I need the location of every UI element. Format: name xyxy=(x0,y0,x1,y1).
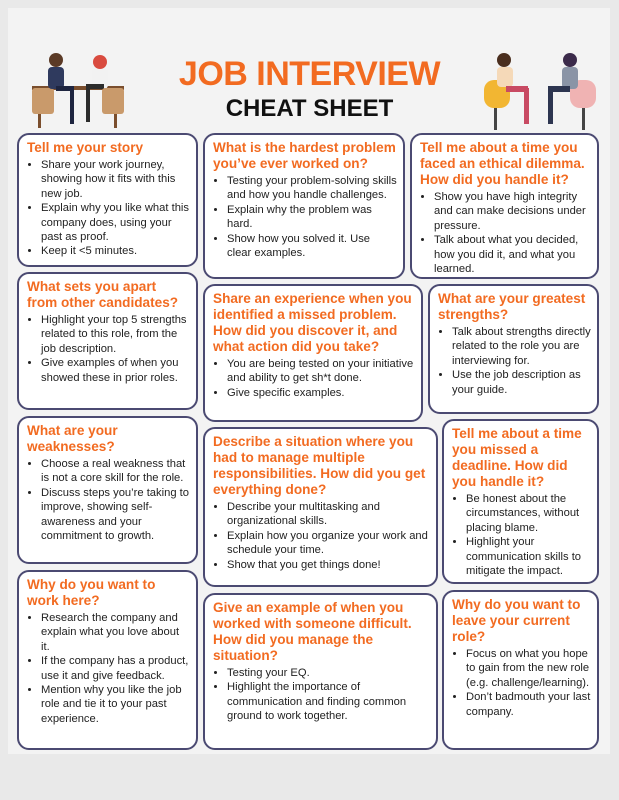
card-title: Describe a situation where you had to manage multiple responsibilities. How did you get everything done? xyxy=(213,434,426,497)
list-item: • Show how you solved it. Use clear examples. xyxy=(227,232,397,261)
list-item: • Explain why the problem was hard. xyxy=(227,203,397,232)
list-item: • Give examples of when you showed these in prior roles. xyxy=(41,356,190,385)
card-sets-you-apart xyxy=(17,272,198,410)
list-item: • Give specific examples. xyxy=(227,386,415,400)
card-multiple-responsibilities xyxy=(203,427,438,587)
list-item: • Highlight your communication skills to mitigate the impact. xyxy=(466,535,591,578)
list-item: • Describe your multitasking and organizational skills. xyxy=(227,500,430,529)
page-title: JOB INTERVIEW xyxy=(178,55,441,93)
list-item: • Talk about what you decided, how you did it, and what you learned. xyxy=(434,233,591,276)
card-title: What sets you apart from other candidates? xyxy=(27,279,179,310)
card-why-work-here xyxy=(17,570,198,750)
list-item: • Be honest about the circumstances, without placing blame. xyxy=(466,492,591,535)
card-ethical-dilemma xyxy=(410,133,599,279)
list-item: • Testing your EQ. xyxy=(227,666,430,680)
card-title: Tell me your story xyxy=(27,140,144,155)
card-hardest-problem xyxy=(203,133,405,279)
card-title: Why do you want to leave your current role? xyxy=(452,597,581,644)
card-title: What is the hardest problem you’ve ever worked on? xyxy=(213,140,396,171)
list-item: • Highlight the importance of communication and finding common ground to work together. xyxy=(227,680,430,723)
list-item: • Explain how you organize your work and schedule your time. xyxy=(227,529,430,558)
list-item: • Focus on what you hope to gain from the new role (e.g. challenge/learning). xyxy=(466,647,591,690)
list-item: • Show that you get things done! xyxy=(227,558,430,572)
list-item: • If the company has a product, use it and give feedback. xyxy=(41,654,190,683)
list-item: • Show you have high integrity and can make decisions under pressure. xyxy=(434,190,591,233)
card-title: Why do you want to work here? xyxy=(27,577,156,608)
list-item: • Discuss steps you’re taking to improve, showing self-awareness and your commitment to growth. xyxy=(41,486,190,544)
card-title: Give an example of when you worked with someone difficult. How did you manage the situation? xyxy=(213,600,412,663)
card-weaknesses xyxy=(17,416,198,564)
list-item: • Use the job description as your guide. xyxy=(452,368,591,397)
list-item: • Talk about strengths directly related to the role you are interviewing for. xyxy=(452,325,591,368)
card-missed-deadline xyxy=(442,419,599,584)
card-title: What are your greatest strengths? xyxy=(438,291,586,322)
card-title: Tell me about a time you faced an ethical dilemma. How did you handle it? xyxy=(420,140,585,187)
list-item: • Explain why you like what this company does, using your past as proof. xyxy=(41,201,190,244)
card-tell-me-your-story xyxy=(17,133,198,267)
list-item: • Keep it <5 minutes. xyxy=(41,244,190,258)
list-item: • Research the company and explain what you love about it. xyxy=(41,611,190,654)
card-title: What are your weaknesses? xyxy=(27,423,118,454)
card-missed-problem xyxy=(203,284,423,422)
card-difficult-person xyxy=(203,593,438,750)
list-item: • Testing your problem-solving skills and how you handle challenges. xyxy=(227,174,397,203)
list-item: • Share your work journey, showing how it fits with this new job. xyxy=(41,158,190,201)
list-item: • You are being tested on your initiative and ability to get sh*t done. xyxy=(227,357,415,386)
list-item: • Choose a real weakness that is not a core skill for the role. xyxy=(41,457,190,486)
card-leave-current-role xyxy=(442,590,599,750)
card-title: Tell me about a time you missed a deadline. How did you handle it? xyxy=(452,426,582,489)
list-item: • Mention why you like the job role and tie it to your past experience. xyxy=(41,683,190,726)
list-item: • Don’t badmouth your last company. xyxy=(466,690,591,719)
page-subtitle: CHEAT SHEET xyxy=(225,95,394,122)
list-item: • Highlight your top 5 strengths related to this role, from the job description. xyxy=(41,313,190,356)
card-greatest-strengths xyxy=(428,284,599,414)
card-title: Share an experience when you identified a missed problem. How did you discover it, and what action did you take? xyxy=(213,291,412,354)
